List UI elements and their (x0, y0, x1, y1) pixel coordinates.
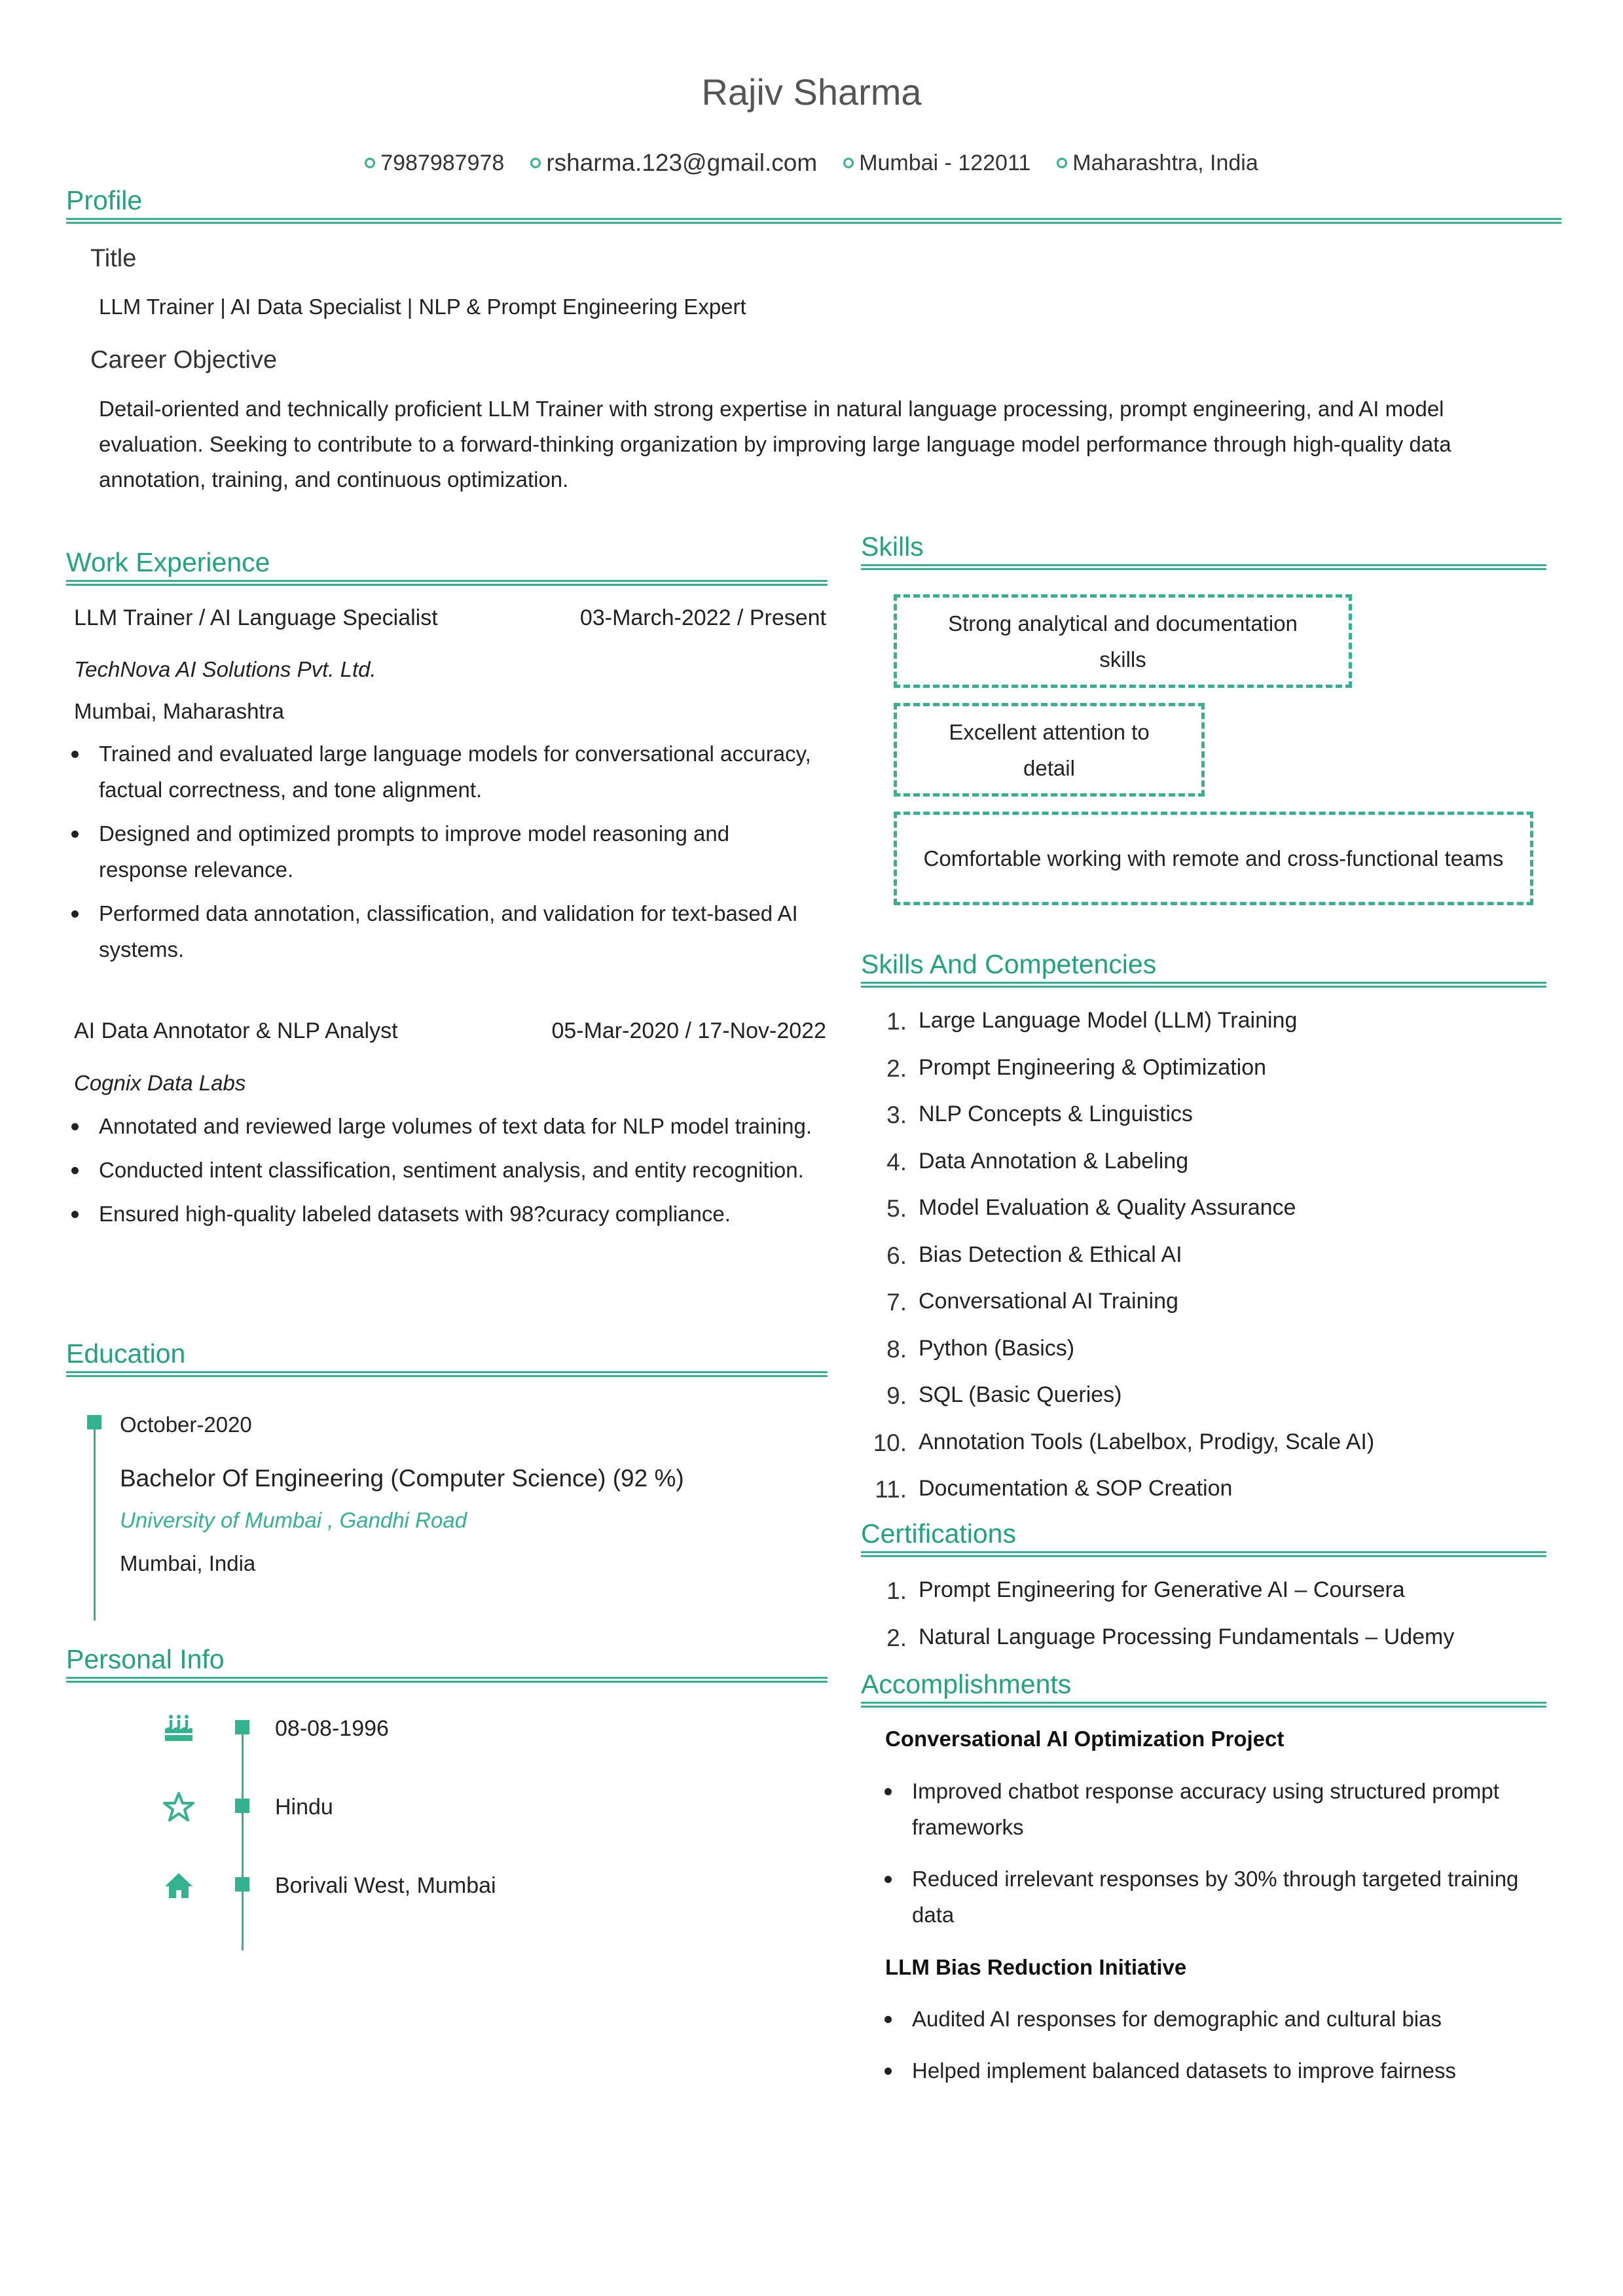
competencies-list (861, 1008, 1546, 1523)
list-item: 10. Annotation Tools (Labelbox, Prodigy, Scale AI) (873, 1429, 1375, 1456)
circle-icon (1057, 158, 1067, 168)
accomplishment-bullets (881, 1773, 1542, 1941)
list-item: Reduced irrelevant responses by 30% through targeted training data (881, 1861, 1542, 1933)
timeline-marker (235, 1799, 249, 1813)
list-item: 1. Large Language Model (LLM) Training (886, 1008, 1298, 1035)
job-bullets (67, 1108, 820, 1240)
job-date: 03-March-2022 / Present (579, 605, 826, 630)
section-title-skills: Skills (861, 531, 924, 562)
timeline-marker (235, 1877, 249, 1892)
section-divider (66, 1371, 828, 1377)
section-title-accomplishments: Accomplishments (861, 1669, 1072, 1699)
list-item: 6. Bias Detection & Ethical AI (886, 1242, 1182, 1269)
list-item: Helped implement balanced datasets to improve fairness (881, 2053, 1542, 2089)
education-degree: Bachelor Of Engineering (Computer Science) (92 %) (120, 1465, 684, 1492)
education-university: University of Mumbai , Gandhi Road (120, 1508, 467, 1532)
personal-religion: Hindu (275, 1795, 333, 1820)
list-item: 8. Python (Basics) (886, 1335, 1075, 1363)
section-divider (861, 564, 1546, 570)
education-location: Mumbai, India (120, 1551, 256, 1575)
contact-state: Maharashtra, India (1057, 149, 1258, 177)
skill-box: Strong analytical and documentation skills (894, 594, 1352, 688)
list-item: Designed and optimized prompts to improve model reasoning and response relevance. (67, 816, 820, 888)
list-item: 1. Prompt Engineering for Generative AI – Coursera (886, 1577, 1405, 1604)
timeline-marker (235, 1720, 249, 1734)
list-item: Ensured high-quality labeled datasets with 98?curacy compliance. (67, 1196, 820, 1232)
list-item: Improved chatbot response accuracy using structured prompt frameworks (881, 1773, 1542, 1845)
list-item: 2. Natural Language Processing Fundamentals – Udemy (886, 1624, 1455, 1651)
list-item: Performed data annotation, classification, and validation for text-based AI systems. (67, 895, 820, 967)
career-objective-label: Career Objective (90, 346, 278, 374)
accomplishment-bullets (881, 2001, 1542, 2096)
job-location: Mumbai, Maharashtra (74, 699, 284, 723)
timeline-line (242, 1721, 244, 1950)
job-title: LLM Trainer / AI Language Specialist (74, 605, 438, 630)
timeline-line (94, 1418, 96, 1621)
resume-name: Rajiv Sharma (701, 71, 922, 113)
job-date: 05-Mar-2020 / 17-Nov-2022 (551, 1018, 826, 1043)
section-divider (861, 1702, 1546, 1708)
home-icon (162, 1869, 195, 1902)
contact-phone: 7987987978 (365, 149, 504, 177)
section-divider (66, 580, 828, 586)
job-bullets (67, 736, 820, 975)
section-divider (66, 218, 1561, 224)
education-date: October-2020 (120, 1412, 252, 1437)
section-divider (66, 1677, 828, 1683)
contact-city: Mumbai - 122011 (843, 149, 1030, 177)
job-title: AI Data Annotator & NLP Analyst (74, 1018, 398, 1043)
accomplishment-title: LLM Bias Reduction Initiative (885, 1955, 1187, 1979)
circle-icon (843, 158, 854, 168)
certifications-list (861, 1577, 1546, 1671)
job-company: Cognix Data Labs (74, 1071, 246, 1095)
star-icon (162, 1791, 195, 1823)
list-item: 2. Prompt Engineering & Optimization (886, 1054, 1267, 1082)
list-item: 7. Conversational AI Training (886, 1289, 1178, 1316)
career-objective-line: evaluation. Seeking to contribute to a forward-thinking organization by improving large language model performance through high-quality data (99, 432, 1451, 456)
list-item: 3. NLP Concepts & Linguistics (886, 1102, 1193, 1128)
profile-title-label: Title (90, 245, 137, 272)
job-company: TechNova AI Solutions Pvt. Ltd. (74, 657, 376, 681)
section-title-competencies: Skills And Competencies (861, 949, 1157, 979)
skill-box: Excellent attention to detail (894, 703, 1205, 797)
list-item: Annotated and reviewed large volumes of text data for NLP model training. (67, 1108, 820, 1144)
list-item: Audited AI responses for demographic and cultural bias (881, 2001, 1542, 2037)
section-title-education: Education (66, 1338, 186, 1369)
list-item: Trained and evaluated large language models for conversational accuracy, factual correctness, and tone alignment. (67, 736, 820, 808)
personal-address: Borivali West, Mumbai (275, 1873, 496, 1898)
accomplishment-title: Conversational AI Optimization Project (885, 1727, 1285, 1751)
career-objective-line: annotation, training, and continuous optimization. (99, 467, 569, 492)
career-objective-line: Detail-oriented and technically proficient LLM Trainer with strong expertise in natural language processing, prompt engineering, and AI model (99, 397, 1444, 421)
birthday-cake-icon (162, 1712, 195, 1745)
timeline-marker (87, 1415, 101, 1429)
section-title-work: Work Experience (66, 547, 270, 577)
section-title-profile: Profile (66, 185, 143, 215)
section-divider (861, 982, 1546, 988)
circle-icon (365, 158, 375, 168)
list-item: 4. Data Annotation & Labeling (886, 1148, 1189, 1175)
profile-title-value: LLM Trainer | AI Data Specialist | NLP & Prompt Engineering Expert (99, 295, 746, 319)
skill-box: Comfortable working with remote and cross-functional teams (894, 812, 1533, 905)
list-item: Conducted intent classification, sentiment analysis, and entity recognition. (67, 1152, 820, 1188)
section-title-personal: Personal Info (66, 1644, 225, 1674)
personal-dob: 08-08-1996 (275, 1716, 389, 1741)
section-title-certifications: Certifications (861, 1518, 1016, 1549)
list-item: 9. SQL (Basic Queries) (886, 1382, 1122, 1409)
list-item: 5. Model Evaluation & Quality Assurance (886, 1195, 1296, 1222)
list-item: 11. Documentation & SOP Creation (875, 1476, 1233, 1503)
circle-icon (530, 158, 541, 168)
contact-bar (0, 149, 1623, 177)
section-divider (861, 1551, 1546, 1557)
contact-email[interactable]: rsharma.123@gmail.com (530, 149, 817, 177)
